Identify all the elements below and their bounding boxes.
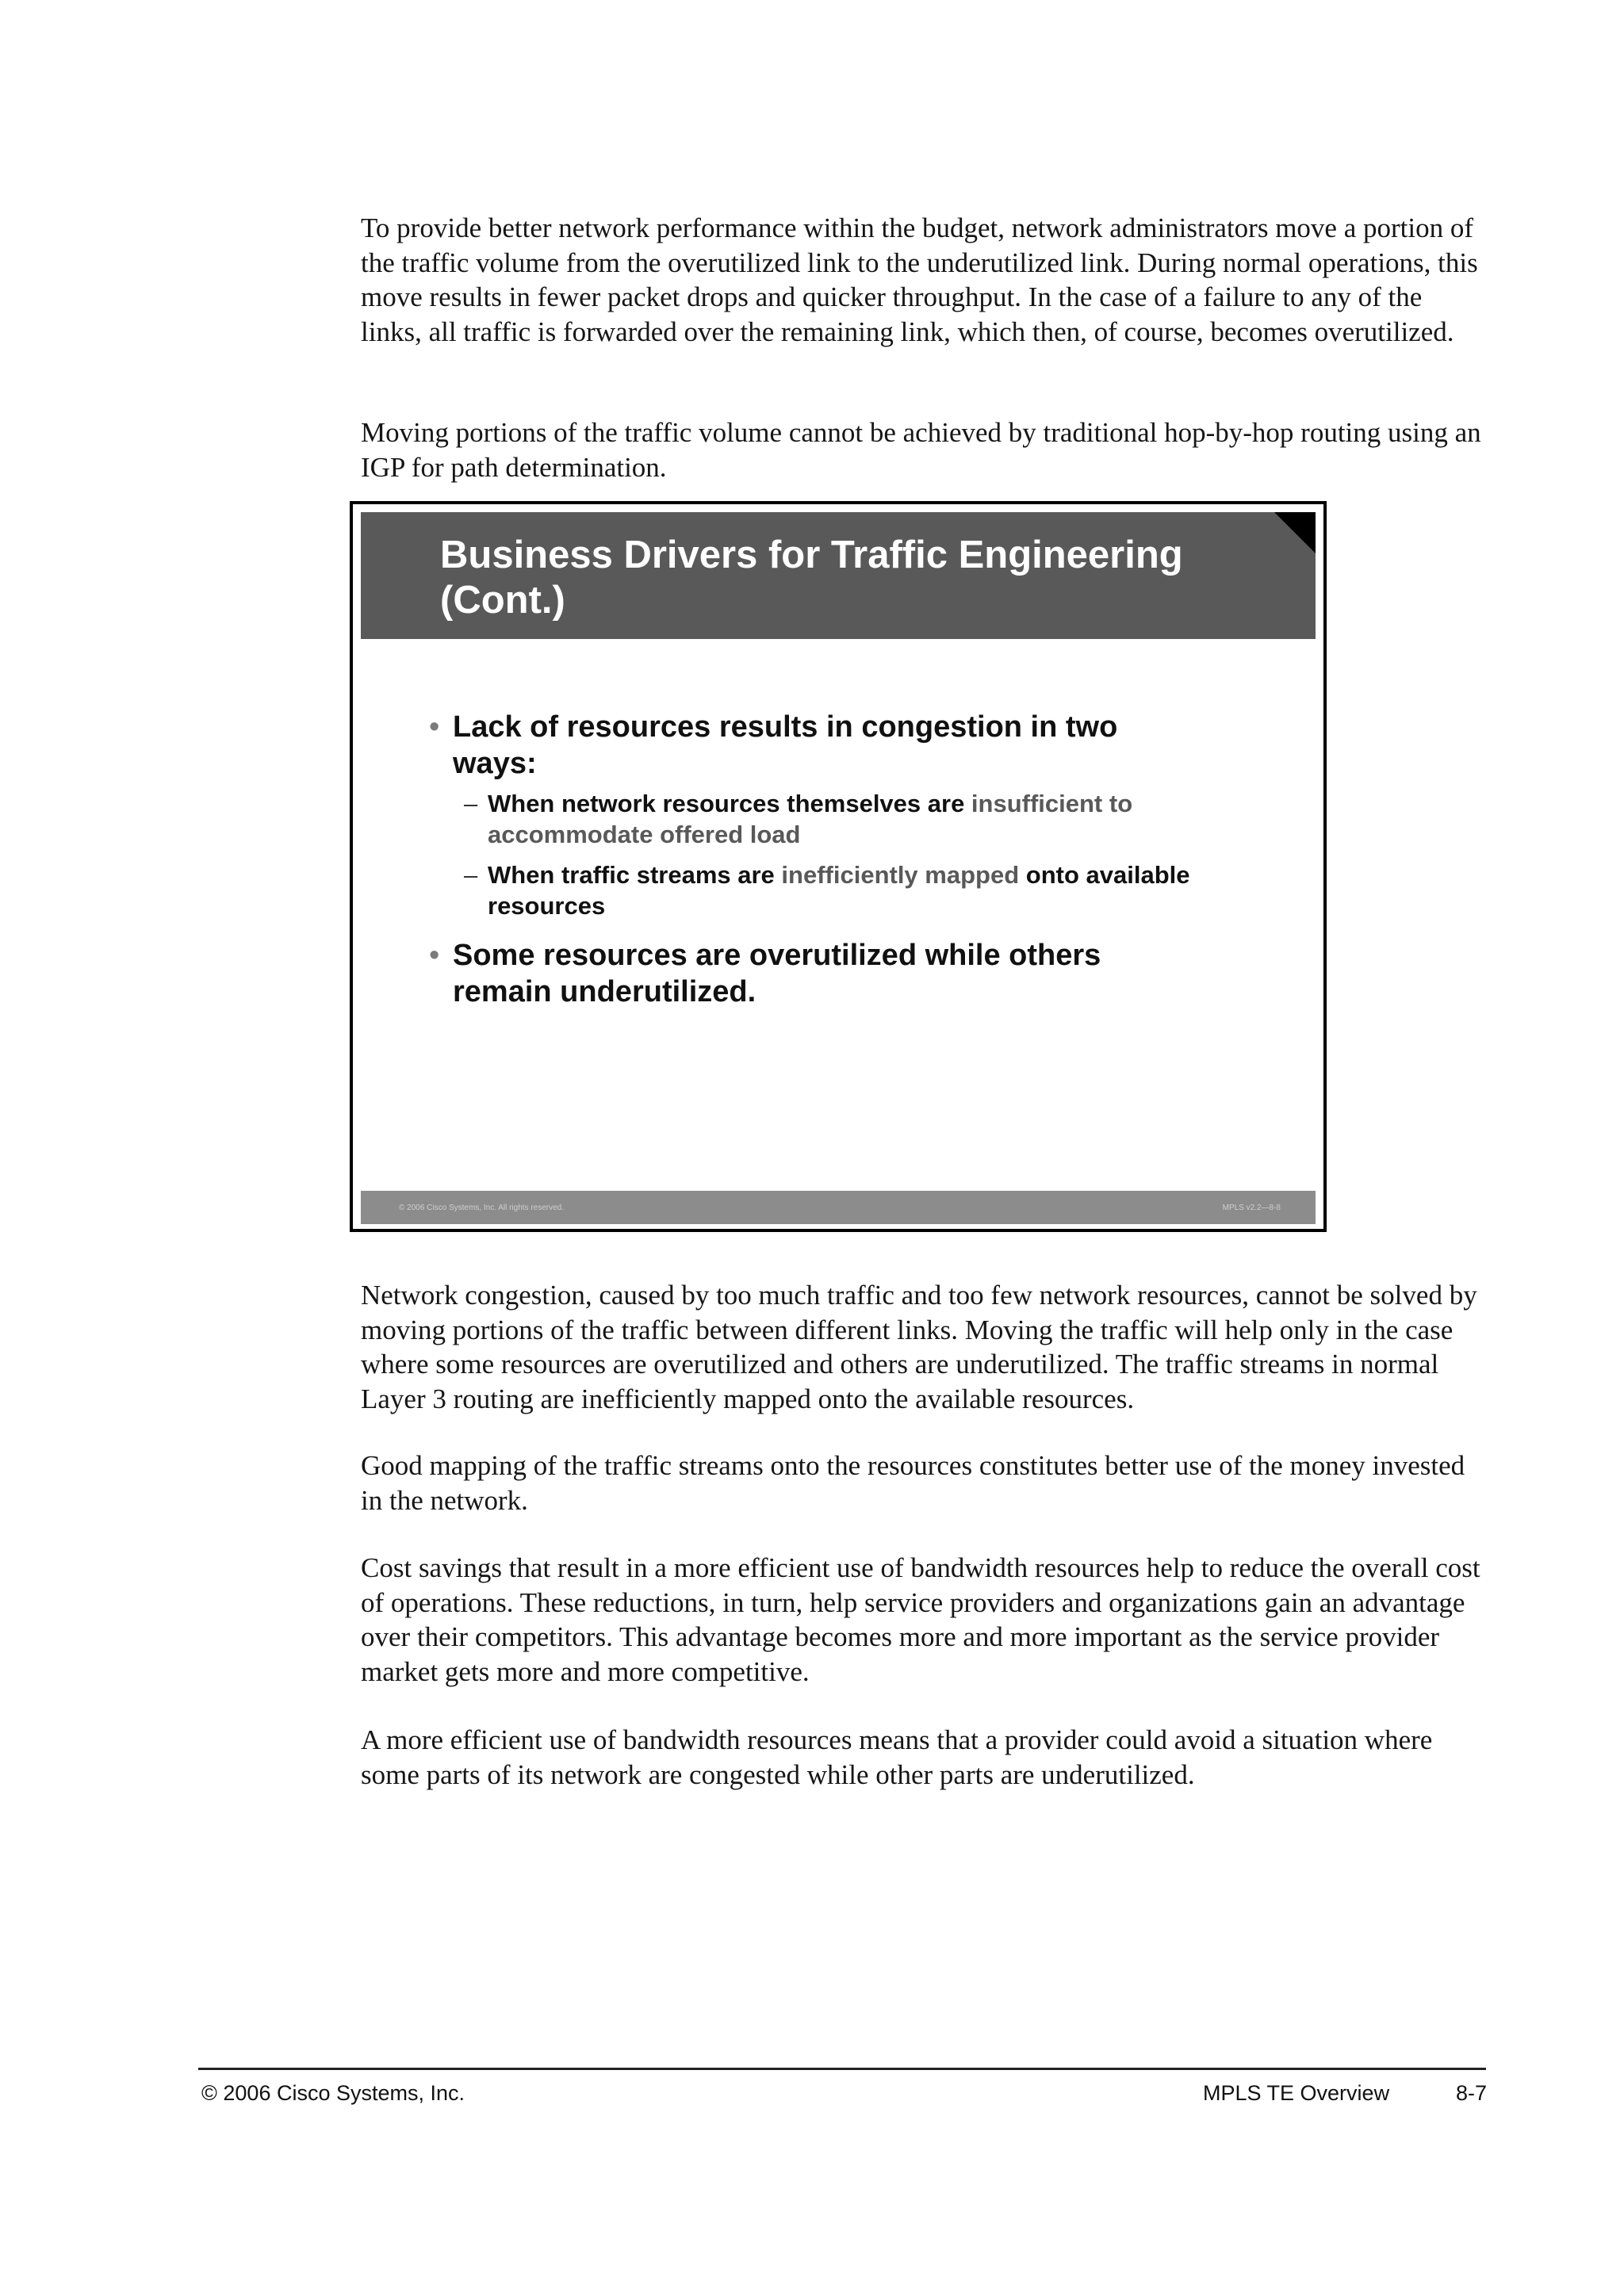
footer-document-title: MPLS TE Overview xyxy=(1203,2081,1390,2105)
slide-bullet-lack-of-resources xyxy=(429,709,1206,782)
footer-page-number: 8-7 xyxy=(1456,2081,1488,2105)
dash-icon: – xyxy=(464,861,478,889)
slide xyxy=(350,501,1327,1232)
paragraph-cost-savings: Cost savings that result in a more efficient use of bandwidth resources help to reduce the overall cost of operations. These reductions, in turn, help service providers and organizations gain an advantage over their competitors. This advantage becomes more and more important as the service provider market gets more and more competitive. xyxy=(361,1552,1480,1687)
subbullet-text: When traffic streams are xyxy=(488,861,782,889)
subbullet-highlight: inefficiently mapped xyxy=(781,861,1020,889)
slide-bullet-overutilized xyxy=(429,937,1206,1010)
paragraph-hop-by-hop: Moving portions of the traffic volume cannot be achieved by traditional hop-by-hop routing using an IGP for path determination. xyxy=(361,417,1481,483)
bullet-text: Some resources are overutilized while others remain underutilized. xyxy=(453,939,1101,1008)
slide-footer xyxy=(361,1191,1316,1224)
subbullet-text-after: onto available resources xyxy=(488,861,1190,920)
dash-icon: – xyxy=(464,790,478,817)
slide-title-line2: (Cont.) xyxy=(440,579,565,622)
slide-title-line1: Business Drivers for Traffic Engineering xyxy=(440,534,1183,576)
footer-divider xyxy=(198,2068,1486,2070)
slide-subbullet-insufficient xyxy=(464,788,1201,850)
slide-title xyxy=(440,533,1265,623)
slide-header xyxy=(361,512,1316,639)
paragraph-efficient-use: A more efficient use of bandwidth resources means that a provider could avoid a situation where some parts of its network are congested while other parts are underutilized. xyxy=(361,1724,1433,1790)
bullet-dot-icon: • xyxy=(429,710,440,744)
bullet-text: Lack of resources results in congestion in two ways: xyxy=(453,710,1118,780)
slide-footer-copyright: © 2006 Cisco Systems, Inc. All rights reserved. xyxy=(399,1203,565,1212)
slide-subbullet-inefficient xyxy=(464,859,1201,921)
slide-footer-code: MPLS v2.2—8-8 xyxy=(1222,1203,1281,1212)
paragraph-traffic-volume: To provide better network performance within the budget, network administrators move a portion of the traffic volume from the overutilized link to the underutilized link. During normal operations, this move results in fewer packet drops and quicker throughput. In the case of a failure to any of the links, all traffic is forwarded over the remaining link, which then, of course, becomes overutilized. xyxy=(361,212,1478,347)
footer-copyright: © 2006 Cisco Systems, Inc. xyxy=(201,2081,465,2105)
subbullet-highlight: insufficient to accommodate offered load xyxy=(488,790,1133,848)
subbullet-text: When network resources themselves are xyxy=(488,790,971,817)
corner-notch-icon xyxy=(1274,512,1316,553)
paragraph-network-congestion: Network congestion, caused by too much traffic and too few network resources, cannot be solved by moving portions of the traffic between different links. Moving the traffic will help only in the case where some resources are overutilized and others are underutilized. The traffic streams in normal Layer 3 routing are inefficiently mapped onto the available resources. xyxy=(361,1280,1477,1414)
paragraph-good-mapping: Good mapping of the traffic streams onto the resources constitutes better use of the money invested in the network. xyxy=(361,1450,1465,1516)
bullet-dot-icon: • xyxy=(429,939,440,972)
